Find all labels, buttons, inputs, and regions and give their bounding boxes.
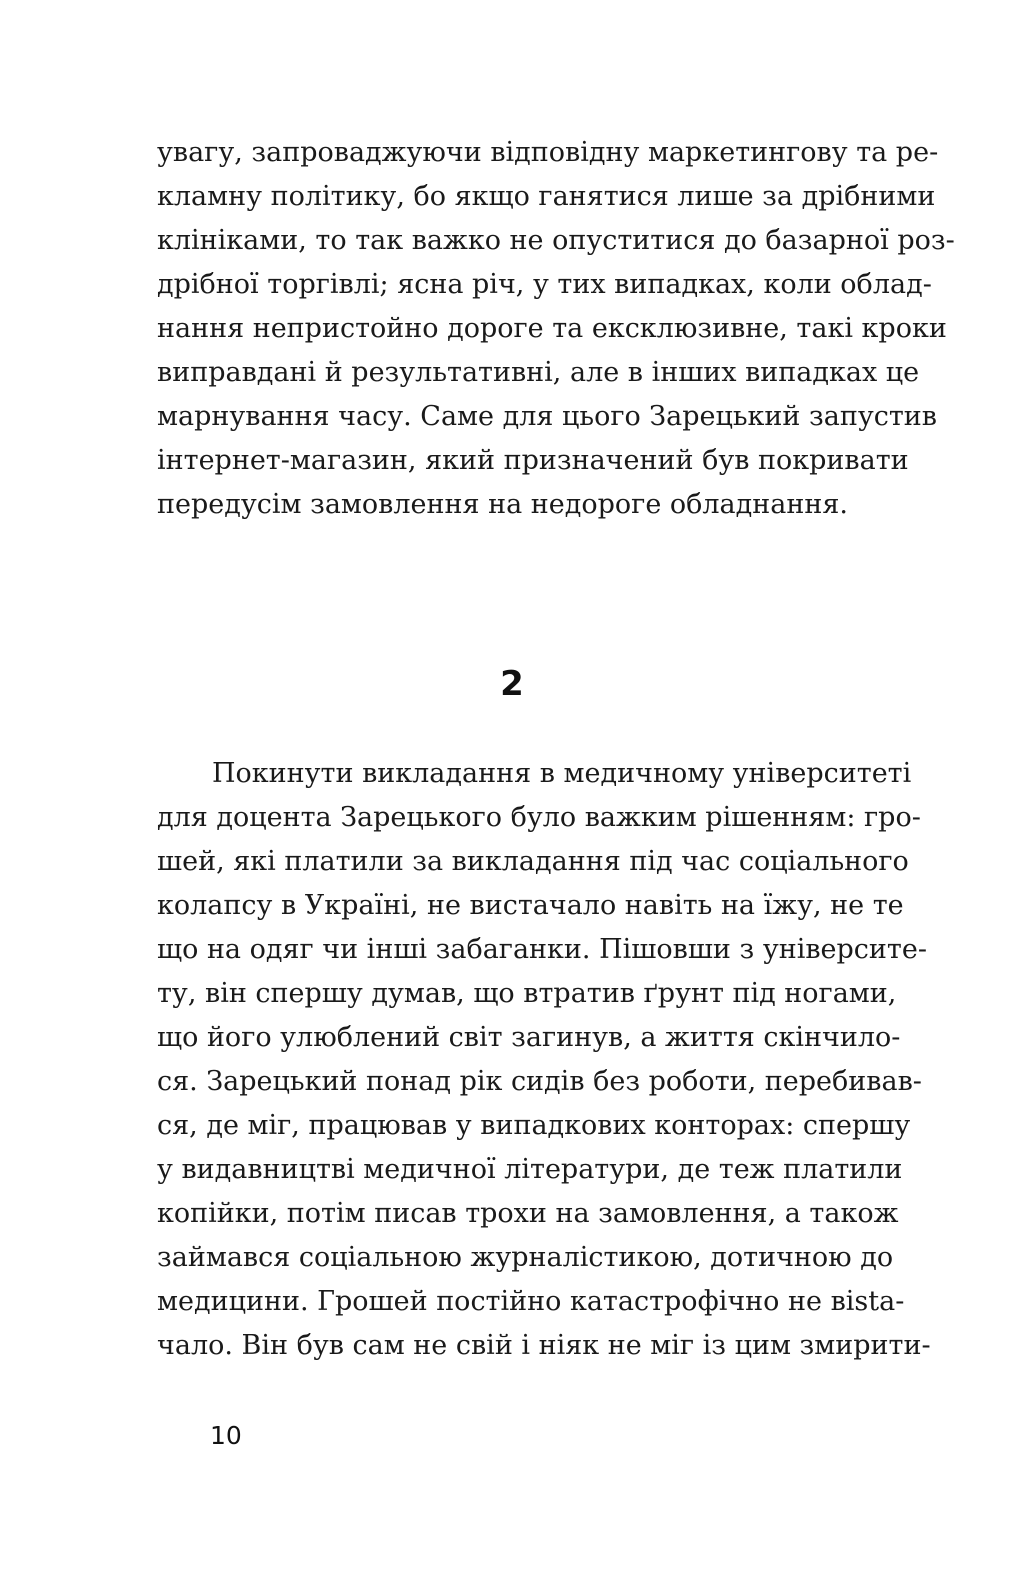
text-line: виправдані й результативні, але в інших випадках це [157, 357, 920, 388]
text-line: Покинути викладання в медичному університеті [212, 758, 912, 789]
text-line: колапсу в Україні, не вистачало навіть на їжу, не те [157, 890, 904, 921]
text-line: чало. Він був сам не свій і ніяк не міг із цим змирити- [157, 1330, 931, 1361]
text-line: ся, де міг, працював у випадкових конторах: спершу [157, 1110, 911, 1141]
text-line: ся. Зарецький понад рік сидів без роботи, перебивав- [157, 1066, 922, 1097]
bottom-paragraph [157, 752, 931, 1368]
text-line: інтернет-магазин, який призначений був покривати [157, 445, 909, 476]
text-line: клініками, то так важко не опуститися до базарної роз- [157, 225, 955, 256]
text-line: що на одяг чи інші забаганки. Пішовши з університе- [157, 934, 927, 965]
top-paragraph [157, 131, 955, 527]
text-line: для доцента Зарецького було важким рішенням: гро- [157, 802, 921, 833]
text-line: марнування часу. Саме для цього Зарецький запустив [157, 401, 937, 432]
text-line: увагу, запроваджуючи відповідну маркетингову та ре- [157, 137, 939, 168]
text-line: дрібної торгівлі; ясна річ, у тих випадках, коли облад- [157, 269, 932, 300]
text-line: у видавництві медичної літератури, де теж платили [157, 1154, 903, 1185]
text-line: займався соціальною журналістикою, дотичною до [157, 1242, 894, 1273]
page-number: 10 [210, 1421, 242, 1450]
text-line: шей, які платили за викладання під час соціального [157, 846, 909, 877]
text-line: передусім замовлення на недороге обладнання. [157, 489, 848, 520]
text-line: медицини. Грошей постійно катастрофічно не вista- [157, 1286, 905, 1317]
chapter-number: 2 [500, 664, 524, 704]
text-line: нання непристойно дороге та ексклюзивне, такі кроки [157, 313, 947, 344]
text-line: що його улюблений світ загинув, а життя скінчило- [157, 1022, 901, 1053]
text-line: кламну політику, бо якщо ганятися лише за дрібними [157, 181, 936, 212]
text-line: копійки, потім писав трохи на замовлення, а також [157, 1198, 899, 1229]
text-line: ту, він спершу думав, що втратив ґрунт під ногами, [157, 978, 897, 1009]
